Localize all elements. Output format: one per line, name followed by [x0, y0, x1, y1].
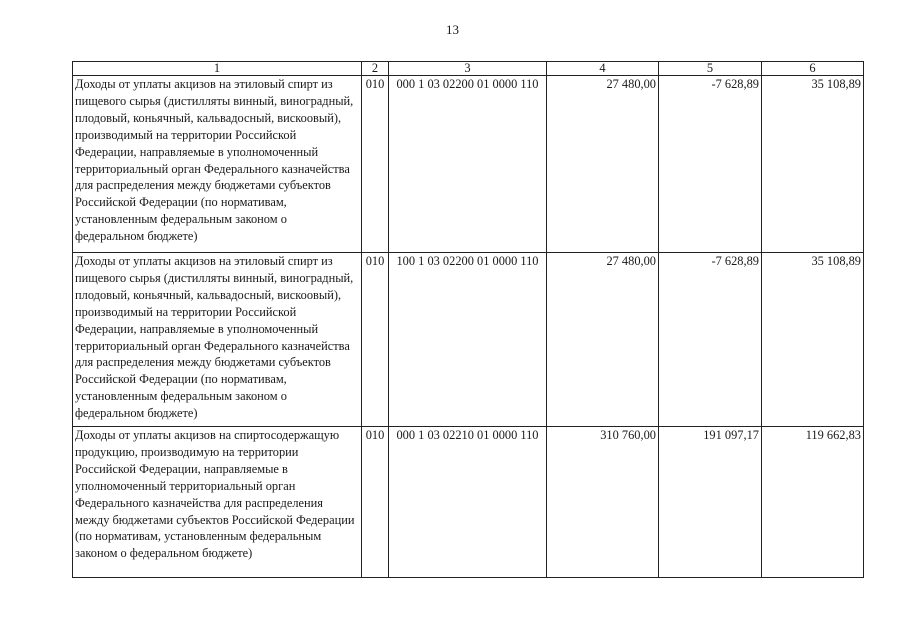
- row-col5-value: -7 628,89: [659, 76, 762, 253]
- row-col6-value: 35 108,89: [762, 253, 864, 427]
- page-number: 13: [446, 22, 459, 37]
- row-kbk: 000 1 03 02210 01 0000 110: [389, 427, 547, 578]
- row-description: Доходы от уплаты акцизов на спиртосодержащую продукцию, производимую на территории Российской Федерации, направляемые в уполномоченный территориальный орган Федерального казначейства для распределения между бюджетами субъектов Российской Федерации (по нормативам, установленным федеральным законом о федеральном бюджете): [73, 427, 362, 578]
- row-description: Доходы от уплаты акцизов на этиловый спирт из пищевого сырья (дистилляты винный, виноградный, плодовый, коньячный, кальвадосный, вискоовый), производимый на территории Российской Федерации, направляемые в уполномоченный территориальный орган Федерального казначейства для распределения между бюджетами субъектов Российской Федерации (по нормативам, установленным федеральным законом о федеральном бюджете): [73, 253, 362, 427]
- row-description: Доходы от уплаты акцизов на этиловый спирт из пищевого сырья (дистилляты винный, виноградный, плодовый, коньячный, кальвадосный, вискоовый), производимый на территории Российской Федерации, направляемые в уполномоченный территориальный орган Федерального казначейства для распределения между бюджетами субъектов Российской Федерации (по нормативам, установленным федеральным законом о федеральном бюджете): [73, 76, 362, 253]
- row-col4-value: 27 480,00: [547, 76, 659, 253]
- column-header-3: 3: [389, 62, 547, 76]
- row-kbk: 000 1 03 02200 01 0000 110: [389, 76, 547, 253]
- column-header-2: 2: [362, 62, 389, 76]
- budget-table: [72, 61, 864, 578]
- row-kbk: 100 1 03 02200 01 0000 110: [389, 253, 547, 427]
- row-code: 010: [362, 427, 389, 578]
- column-header-5: 5: [659, 62, 762, 76]
- row-col4-value: 310 760,00: [547, 427, 659, 578]
- row-code: 010: [362, 253, 389, 427]
- row-col4-value: 27 480,00: [547, 253, 659, 427]
- column-header-4: 4: [547, 62, 659, 76]
- row-col5-value: -7 628,89: [659, 253, 762, 427]
- column-header-1: 1: [73, 62, 362, 76]
- column-header-6: 6: [762, 62, 864, 76]
- table-row: [73, 427, 864, 578]
- table-row: [73, 253, 864, 427]
- row-col6-value: 35 108,89: [762, 76, 864, 253]
- header-row: [73, 62, 864, 76]
- row-col5-value: 191 097,17: [659, 427, 762, 578]
- row-code: 010: [362, 76, 389, 253]
- table-row: [73, 76, 864, 253]
- row-col6-value: 119 662,83: [762, 427, 864, 578]
